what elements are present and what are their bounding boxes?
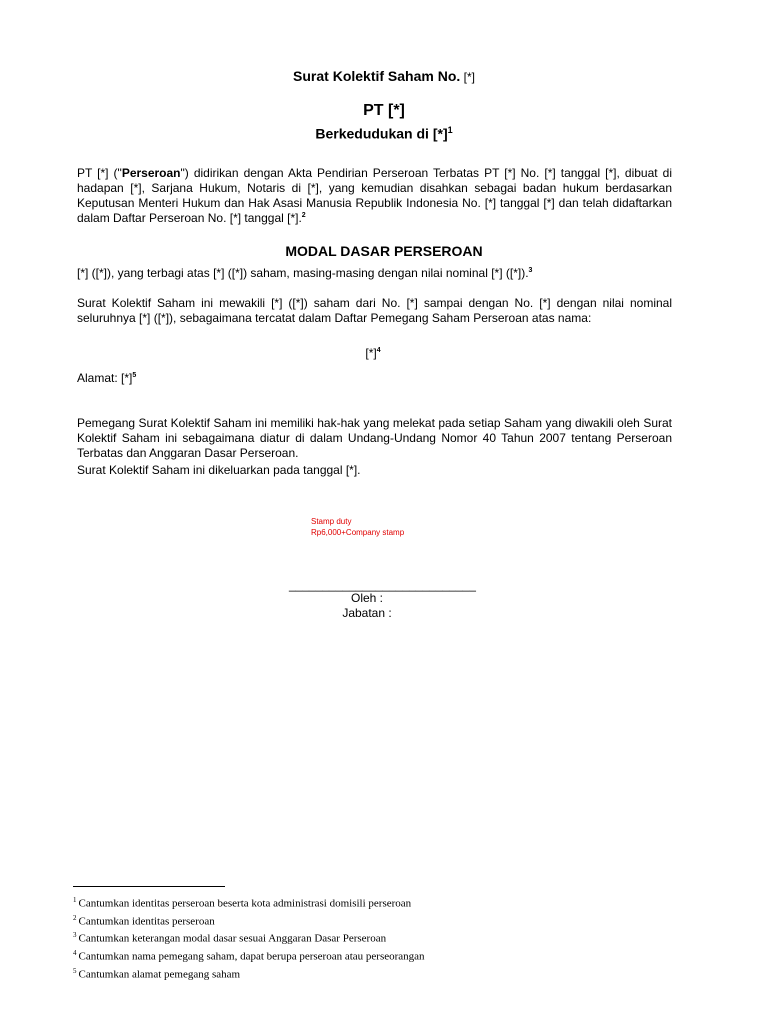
establishment-text-1: PT [*] (" [77,166,122,180]
issue-date-paragraph: Surat Kolektif Saham ini dikeluarkan pada tanggal [*]. [77,463,361,477]
footnote-ref-4: 4 [376,347,381,354]
footnote-number: 5 [73,966,77,975]
footnote-text: Cantumkan identitas perseroan beserta kota administrasi domisili perseroan [78,897,412,910]
certificate-title [0,68,768,84]
rights-paragraph: Pemegang Surat Kolektif Saham ini memiliki hak-hak yang melekat pada setiap Saham yang diwakili oleh Surat Kolektif Saham ini sebagaimana diatur di dalam Undang-Undang Nomor 40 Tahun 2007 tentang Perseroan Terbatas dan Anggaran Dasar Perseroan. [77,416,672,460]
capital-heading: MODAL DASAR PERSEROAN [285,243,483,259]
footnote-ref-5: 5 [132,372,137,379]
footnote-separator [73,886,225,887]
footnote-item [73,928,425,946]
company-domicile [0,125,768,142]
footnote-item [73,893,425,911]
stamp-duty-line-1: Stamp duty [311,517,352,526]
footnote-number: 4 [73,948,77,957]
footnote-ref-2: 2 [301,212,306,219]
footnote-item [73,911,425,929]
footnote-number: 1 [73,896,77,904]
footnote-text: Cantumkan nama pemegang saham, dapat berupa perseroan atau perseorangan [78,950,425,963]
footnote-text: Cantumkan identitas perseroan [78,915,215,928]
signatory-name-label: Oleh : [350,591,383,605]
footnotes [73,893,425,981]
address-text: Alamat: [*] [77,371,133,385]
footnote-text: Cantumkan keterangan modal dasar sesuai Anggaran Dasar Perseroan [78,932,387,945]
represent-paragraph: Surat Kolektif Saham ini mewakili [*] ([*]) saham dari No. [*] sampai dengan No. [*] dengan nilai nominal seluruhnya [*] ([*]), sebagaimana tercatat dalam Daftar Pemegang Saham Perseroan atas nama: [77,296,672,325]
capital-text: [*] ([*]), yang terbagi atas [*] ([*]) saham, masing-masing dengan nilai nominal [*] ([*]). [77,266,529,280]
signatory-title-label: Jabatan : [342,606,392,620]
shareholder-name-text: [*] [365,346,377,360]
footnote-ref-1: 1 [447,125,453,135]
shareholder-name [0,346,746,360]
establishment-paragraph [77,166,672,226]
domicile-text: Berkedudukan di [*] [315,125,448,142]
certificate-title-prefix: Surat Kolektif Saham No. [293,68,461,84]
stamp-duty-note [311,516,404,538]
footnote-item [73,964,425,982]
footnote-text: Cantumkan alamat pemegang saham [78,968,241,981]
capital-paragraph [77,266,672,281]
footnote-number: 2 [73,913,77,922]
footnote-number: 3 [73,931,77,940]
stamp-duty-line-2: Rp6,000+Company stamp [311,528,405,537]
establishment-defined-term: Perseroan [121,166,181,180]
certificate-number: [*] [460,70,475,84]
shareholder-address [77,371,136,385]
signature-line: ____________________________ [289,578,476,592]
footnote-item [73,946,425,964]
company-name: PT [*] [363,102,405,119]
establishment-text-2: ") didirikan dengan Akta Pendirian Perseroan Terbatas PT [*] No. [*] tanggal [*], dibuat di hadapan [*], Sarjana Hukum, Notaris di [*], yang kemudian disahkan sebagai badan hukum berdasarkan Keputusan Menteri Hukum dan Hak Asasi Manusia Republik Indonesia No. [*] tanggal [*] dan telah didaftarkan dalam Daftar Perseroan No. [*] tanggal [*]. [77,166,672,225]
footnote-ref-3: 3 [528,267,533,274]
